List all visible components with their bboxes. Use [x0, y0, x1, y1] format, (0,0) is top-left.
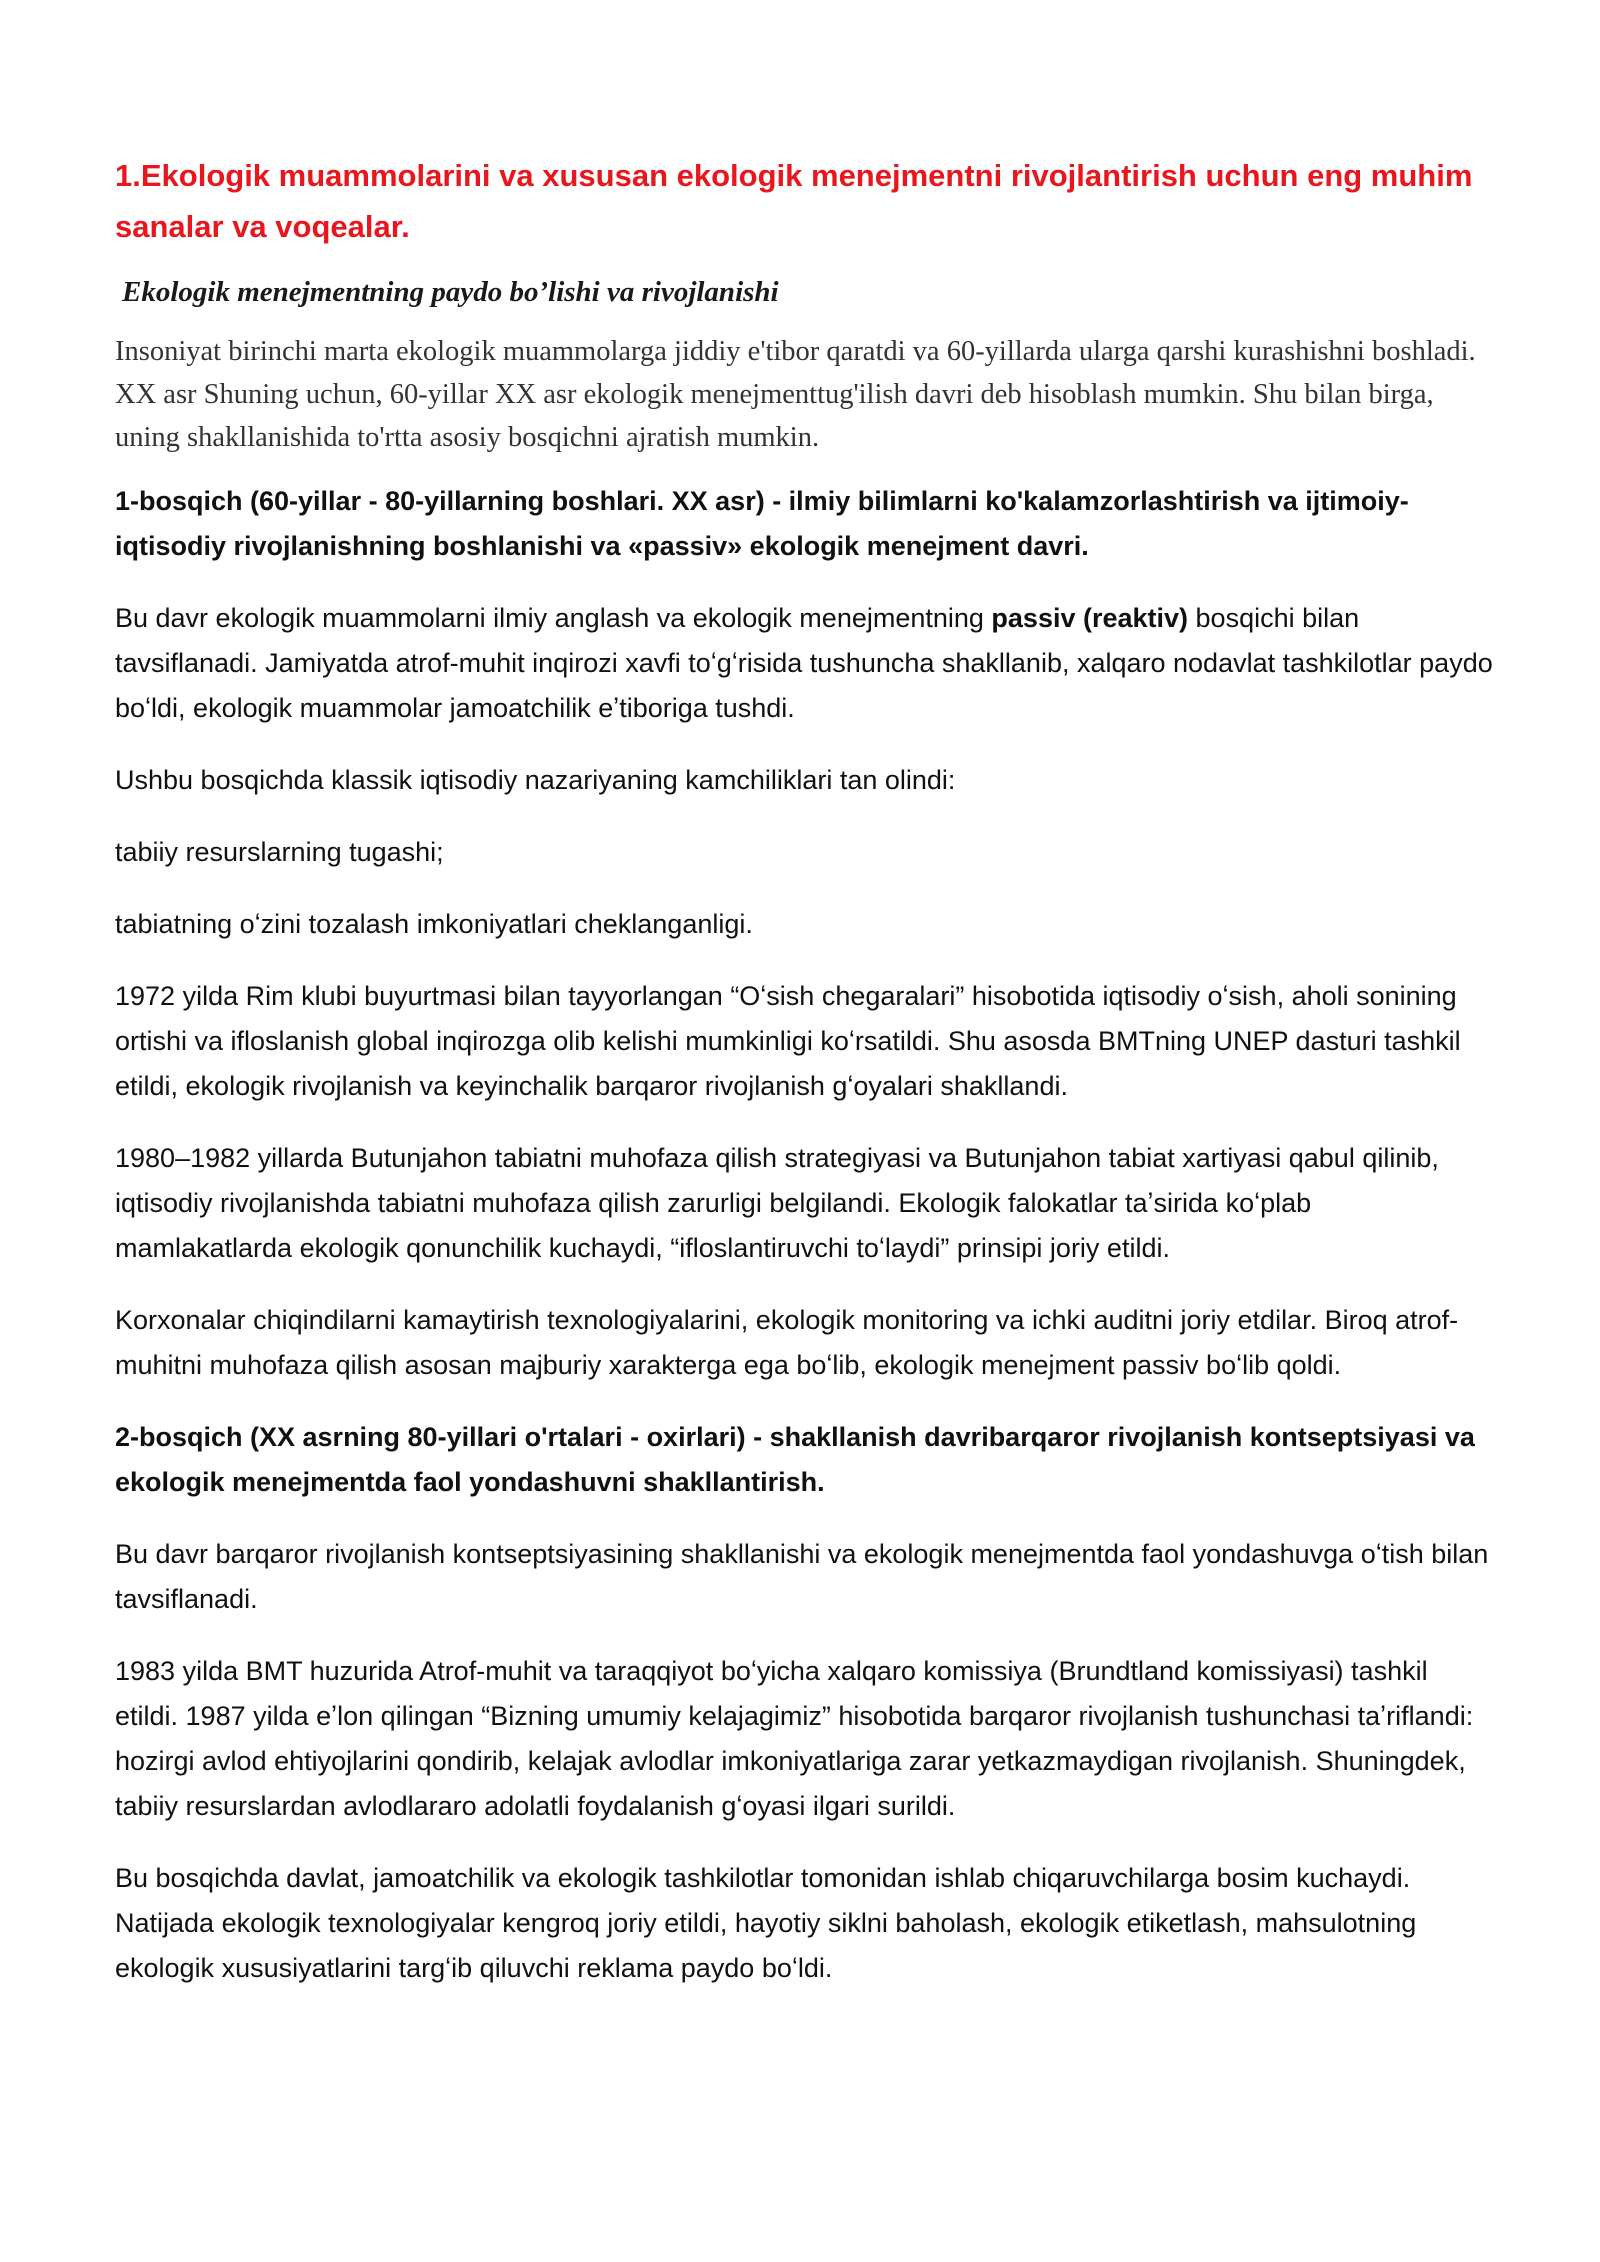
stage1-description-end: bosqichi bilan tavsiflanadi. Jamiyatda atrof-muhit inqirozi xavfi toʻgʻrisida tushuncha shakllanib, xalqaro nodavlat tashkilotlar paydo boʻldi, ekologik muammolar jamoatchilik eʼtiboriga tushdi.: [115, 603, 1493, 723]
world-strategy-paragraph: 1980–1982 yillarda Butunjahon tabiatni muhofaza qilish strategiyasi va Butunjahon tabiat xartiyasi qabul qilinib, iqtisodiy rivojlanishda tabiatni muhofaza qilish zarurligi belgilandi. Ekologik falokatlar taʼsirida koʻplab mamlakatlarda ekologik qonunchilik kuchaydi, “ifloslantiruvchi toʻlaydi” prinsipi joriy etildi.: [115, 1143, 1439, 1263]
document-page: [115, 150, 1495, 2018]
stage1-description: [115, 596, 1495, 731]
rome-club-paragraph: 1972 yilda Rim klubi buyurtmasi bilan tayyorlangan “Oʻsish chegaralari” hisobotida iqtisodiy oʻsish, aholi sonining ortishi va ifloslanish global inqirozga olib kelishi mumkinligi koʻrsatildi. Shu asosda BMTning UNEP dasturi tashkil etildi, ekologik rivojlanish va keyinchalik barqaror rivojlanish gʻoyalari shakllandi.: [115, 981, 1461, 1101]
stage2-description: Bu davr barqaror rivojlanish kontseptsiyasining shakllanishi va ekologik menejmentda faol yondashuvga oʻtish bilan tavsiflanadi.: [115, 1539, 1489, 1614]
intro-paragraph: Insoniyat birinchi marta ekologik muammolarga jiddiy e'tibor qaratdi va 60-yillarda ularga qarshi kurashishni boshladi. XX asr Shuning uchun, 60-yillar XX asr ekologik menejmenttug'ilish davri deb hisoblash mumkin. Shu bilan birga, uning shakllanishida to'rtta asosiy bosqichni ajratish mumkin.: [115, 336, 1476, 453]
shortcoming-item-1: tabiiy resurslarning tugashi;: [115, 837, 444, 867]
stage2-heading: 2-bosqich (XX asrning 80-yillari o'rtalari - oxirlari) - shakllanish davribarqaror rivojlanish kontseptsiyasi va ekologik menejmentda faol yondashuvni shakllantirish.: [115, 1422, 1475, 1497]
shortcoming-item-2: tabiatning oʻzini tozalash imkoniyatlari cheklanganligi.: [115, 909, 753, 939]
stage1-description-start: Bu davr ekologik muammolarni ilmiy anglash va ekologik menejmentning: [115, 603, 992, 633]
stage1-heading: 1-bosqich (60-yillar - 80-yillarning boshlari. XX asr) - ilmiy bilimlarni ko'kalamzorlashtirish va ijtimoiy-iqtisodiy rivojlanishning boshlanishi va «passiv» ekologik menejment davri.: [115, 486, 1409, 561]
brundtland-paragraph: 1983 yilda BMT huzurida Atrof-muhit va taraqqiyot boʻyicha xalqaro komissiya (Brundtland komissiyasi) tashkil etildi. 1987 yilda eʼlon qilingan “Bizning umumiy kelajagimiz” hisobotida barqaror rivojlanish tushunchasi taʼriflandi: hozirgi avlod ehtiyojlarini qondirib, kelajak avlodlar imkoniyatlariga zarar yetkazmaydigan rivojlanish. Shuningdek, tabiiy resurslardan avlodlararo adolatli foydalanish gʻoyasi ilgari surildi.: [115, 1656, 1474, 1821]
enterprises-paragraph: Korxonalar chiqindilarni kamaytirish texnologiyalarini, ekologik monitoring va ichki auditni joriy etdilar. Biroq atrof-muhitni muhofaza qilish asosan majburiy xarakterga ega boʻlib, ekologik menejment passiv boʻlib qoldi.: [115, 1305, 1459, 1380]
passive-term: passiv (reaktiv): [991, 603, 1189, 633]
shortcomings-intro: Ushbu bosqichda klassik iqtisodiy nazariyaning kamchiliklari tan olindi:: [115, 765, 956, 795]
document-title: 1.Ekologik muammolarini va xususan ekologik menejmentni rivojlantirish uchun eng muhim sanalar va voqealar.: [115, 158, 1473, 244]
section-subtitle: Ekologik menejmentning paydo bo’lishi va rivojlanishi: [122, 276, 779, 308]
pressure-paragraph: Bu bosqichda davlat, jamoatchilik va ekologik tashkilotlar tomonidan ishlab chiqaruvchilarga bosim kuchaydi. Natijada ekologik texnologiyalar kengroq joriy etildi, hayotiy siklni baholash, ekologik etiketlash, mahsulotning ekologik xususiyatlarini targʻib qiluvchi reklama paydo boʻldi.: [115, 1863, 1417, 1983]
